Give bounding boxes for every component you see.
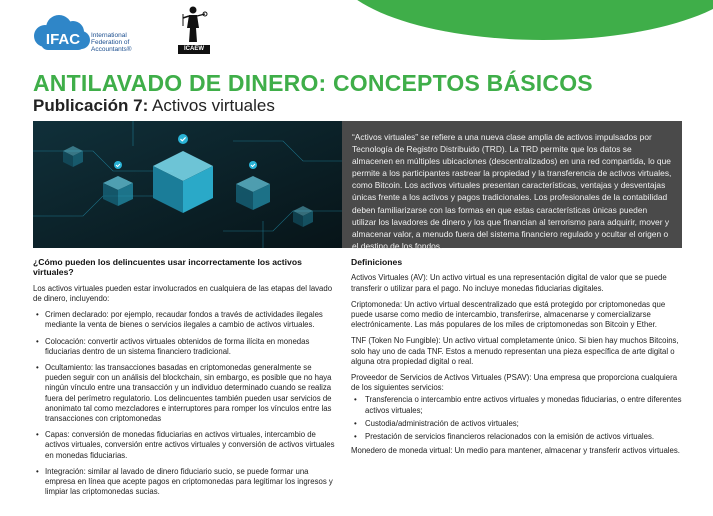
misuse-lead: Los activos virtuales pueden estar involucrados en cualquiera de las etapas del lavado de dinero, incluyendo: <box>33 283 333 304</box>
subtitle-topic: Activos virtuales <box>152 96 275 115</box>
right-column <box>351 257 682 462</box>
page-title: ANTILAVADO DE DINERO: CONCEPTOS BÁSICOS <box>33 70 593 96</box>
list-item: • Colocación: convertir activos virtuales obtenidos de forma ilícita en monedas fiduciarias dentro de un sistema financiero tradicional. <box>33 337 338 357</box>
definitions-heading: Definiciones <box>351 257 403 267</box>
ifac-mark-text: IFAC <box>45 31 81 48</box>
list-item: • Custodia/administración de activos virtuales; <box>351 419 682 429</box>
ifac-logo <box>33 14 153 58</box>
icaew-logo <box>178 4 210 54</box>
definition-item: Proveedor de Servicios de Activos Virtuales (PSAV): Una empresa que proporciona cualquiera de los siguientes servicios: <box>351 373 678 393</box>
definition-item: Activos Virtuales (AV): Un activo virtual es una representación digital de valor que se puede transferir o utilizar para el pago. No incluye monedas fiduciarias digitales. <box>351 273 667 293</box>
icaew-label: ICAEW <box>178 45 210 54</box>
blockchain-hero-image <box>33 121 342 248</box>
list-item: • Capas: conversión de monedas fiduciarias en activos virtuales, intercambio de activos virtuales, conversión entre activos virtuales y conversión de activos virtuales en monedas fiduciarias. <box>33 430 338 461</box>
list-item: • Prestación de servicios financieros relacionados con la emisión de activos virtuales. <box>351 432 682 442</box>
ifac-mark-icon <box>33 14 93 54</box>
header-decoration-arc <box>333 0 713 40</box>
left-column <box>33 257 338 503</box>
definition-item: Monedero de moneda virtual: Un medio para mantener, almacenar y transferir activos virtuales. <box>351 446 680 456</box>
list-item: • Transferencia o intercambio entre activos virtuales y monedas fiduciarias, o entre diferentes activos virtuales; <box>351 395 682 415</box>
list-item: • Integración: similar al lavado de dinero fiduciario sucio, se puede formar una empresa en línea que acepte pagos en criptomonedas para legitimar los ingresos y limpiar las criptomonedas sucias. <box>33 467 338 498</box>
list-item: • Ocultamiento: las transacciones basadas en criptomonedas generalmente se pueden seguir con un análisis del blockchain, sin embargo, es posible que no haya ningún vínculo entre una transacción y un individuo determinado cuando se realiza fuera del perímetro regulatorio. Los delincuentes también pueden usar servicios de anonimato tal como mezcladores e interruptores para romper los vínculos entre las transacciones con criptomonedas <box>33 363 338 424</box>
page-subtitle <box>33 96 275 116</box>
ifac-name: International Federation of Accountants® <box>91 32 132 54</box>
blockchain-cube-icon <box>33 121 342 248</box>
psav-list <box>351 395 682 442</box>
definition-item: Criptomoneda: Un activo virtual descentralizado que está protegido por criptomonedas que puede usarse como medio de intercambio, transferirse, almacenarse y comercializarse electrónicamente. Las más populares de los miles de criptomonedas son Bitcoin y Ether. <box>351 299 666 330</box>
subtitle-prefix: Publicación 7: <box>33 96 149 115</box>
misuse-list <box>33 310 338 497</box>
intro-box: “Activos virtuales” se refiere a una nueva clase amplia de activos impulsados por Tecnología de Registro Distribuido (TRD). La TRD permite que los datos se almacenen en múltiples ubicaciones (descentralizados) en una red compartida, lo que permite a los participantes rastrear la propiedad y la transferencia de activos virtuales, como Bitcoin. Los activos virtuales presentan características, ventajas y desventajas únicas frente a los activos y pagos tradicionales. Los profesionales de la contabilidad deben familiarizarse con las formas en que estas características únicas pueden utilizar los lavadores de dinero y los que financian al terrorismo para adquirir, mover y almacenar valor, a menudo fuera del sistema financiero regulado y ocultar el origen o el destino de los fondos. <box>342 121 682 248</box>
definition-item: TNF (Token No Fungible): Un activo virtual completamente único. Si bien hay muchos Bitcoins, solo hay uno de cada TNF. Estos a menudo representan una pieza específica de arte digital o alguna otra propiedad digital o real. <box>351 336 679 366</box>
icaew-figure-icon <box>178 4 210 46</box>
list-item: • Crimen declarado: por ejemplo, recaudar fondos a través de actividades ilegales mediante la venta de bienes o servicios ilegales a cambio de activos virtuales. <box>33 310 338 330</box>
misuse-heading: ¿Cómo pueden los delincuentes usar incorrectamente los activos virtuales? <box>33 257 302 278</box>
